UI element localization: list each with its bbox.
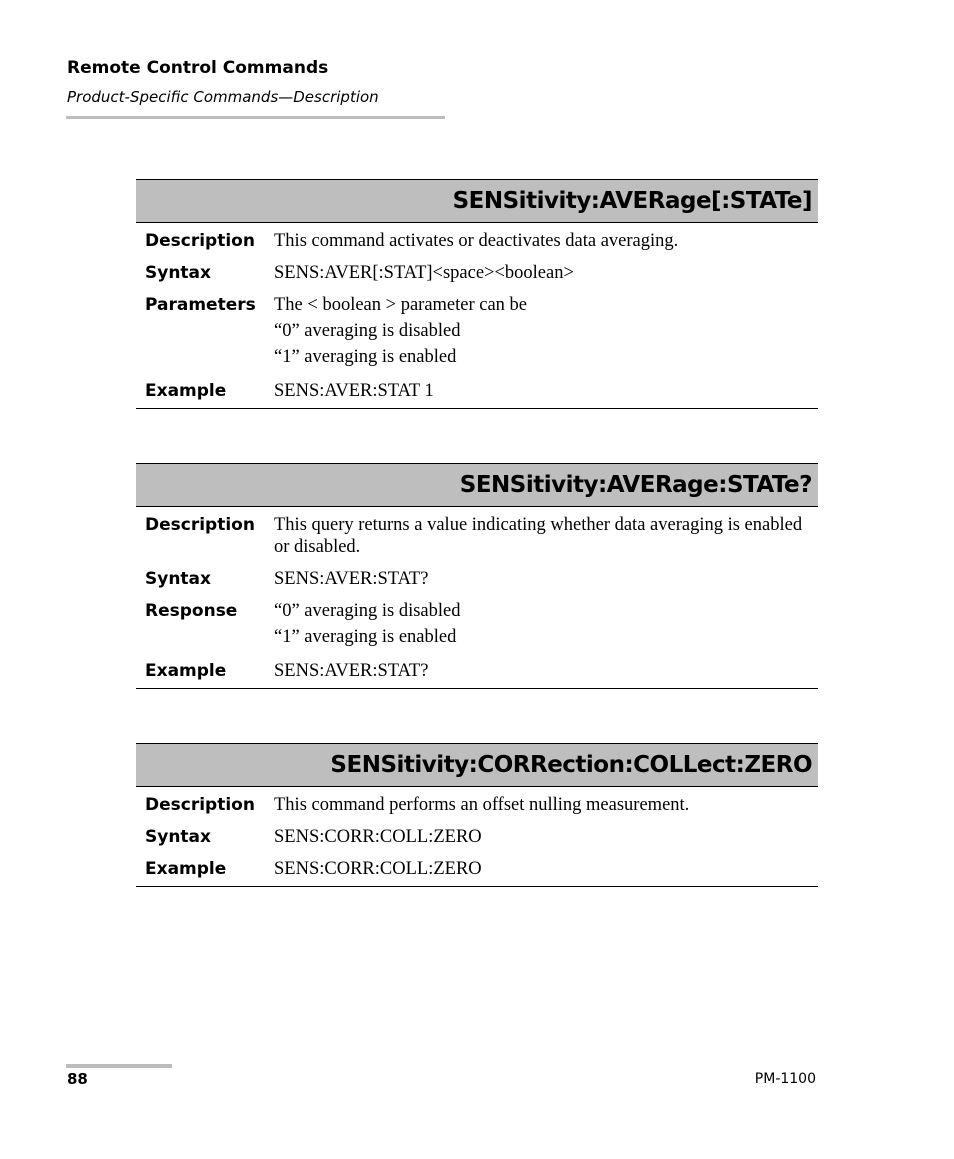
running-header-title: Remote Control Commands bbox=[67, 58, 329, 78]
value-line: “1” averaging is enabled bbox=[274, 347, 457, 367]
running-header-subtitle: Product-Specific Commands—Description bbox=[67, 88, 379, 106]
response-row bbox=[136, 600, 818, 650]
row-value bbox=[274, 794, 818, 816]
example-row bbox=[136, 660, 818, 682]
command-block-averaging-state bbox=[136, 179, 818, 409]
row-label: Syntax bbox=[145, 827, 211, 847]
row-value bbox=[274, 262, 818, 284]
row-value bbox=[274, 230, 818, 252]
value-line: SENS:AVER:STAT 1 bbox=[274, 381, 434, 401]
value-line: SENS:AVER:STAT? bbox=[274, 661, 429, 681]
row-value bbox=[274, 514, 818, 558]
syntax-row bbox=[136, 826, 818, 848]
description-row bbox=[136, 230, 818, 252]
row-value bbox=[274, 826, 818, 848]
header-rule bbox=[66, 116, 445, 119]
row-value bbox=[274, 598, 818, 650]
command-block-zero-collect bbox=[136, 743, 818, 887]
command-block-averaging-state-query bbox=[136, 463, 818, 689]
row-label: Description bbox=[145, 515, 255, 535]
command-body bbox=[136, 507, 818, 689]
value-line: SENS:AVER:STAT? bbox=[274, 569, 429, 589]
value-line: “0” averaging is disabled bbox=[274, 321, 461, 341]
value-line: “0” averaging is disabled bbox=[274, 601, 461, 621]
row-label: Response bbox=[145, 601, 238, 621]
example-row bbox=[136, 858, 818, 880]
command-body bbox=[136, 787, 818, 887]
command-body bbox=[136, 223, 818, 409]
row-label: Description bbox=[145, 231, 255, 251]
value-line: This command activates or deactivates data averaging. bbox=[274, 231, 679, 251]
row-value bbox=[274, 380, 818, 402]
row-label: Syntax bbox=[145, 263, 211, 283]
description-row bbox=[136, 794, 818, 816]
row-value bbox=[274, 660, 818, 682]
command-heading: SENSitivity:CORRection:COLLect:ZERO bbox=[136, 743, 818, 787]
row-value bbox=[274, 858, 818, 880]
document-code: PM-1100 bbox=[754, 1071, 816, 1087]
row-label: Parameters bbox=[145, 295, 256, 315]
command-heading: SENSitivity:AVERage[:STATe] bbox=[136, 179, 818, 223]
value-line: SENS:CORR:COLL:ZERO bbox=[274, 859, 482, 879]
value-line: This command performs an offset nulling measurement. bbox=[274, 795, 690, 815]
value-line: SENS:AVER[:STAT]<space><boolean> bbox=[274, 263, 574, 283]
row-value bbox=[274, 292, 818, 370]
page-number: 88 bbox=[67, 1070, 88, 1088]
value-line: “1” averaging is enabled bbox=[274, 627, 457, 647]
row-label: Example bbox=[145, 661, 227, 681]
value-line: SENS:CORR:COLL:ZERO bbox=[274, 827, 482, 847]
row-value bbox=[274, 568, 818, 590]
row-label: Syntax bbox=[145, 569, 211, 589]
syntax-row bbox=[136, 568, 818, 590]
syntax-row bbox=[136, 262, 818, 284]
row-label: Example bbox=[145, 381, 227, 401]
parameters-row bbox=[136, 294, 818, 370]
example-row bbox=[136, 380, 818, 402]
description-row bbox=[136, 514, 818, 558]
command-heading: SENSitivity:AVERage:STATe? bbox=[136, 463, 818, 507]
footer-rule bbox=[66, 1064, 172, 1068]
row-label: Description bbox=[145, 795, 255, 815]
value-line: This query returns a value indicating whether data averaging is enabled or disabled. bbox=[274, 515, 803, 557]
row-label: Example bbox=[145, 859, 227, 879]
value-line: The < boolean > parameter can be bbox=[274, 295, 528, 315]
